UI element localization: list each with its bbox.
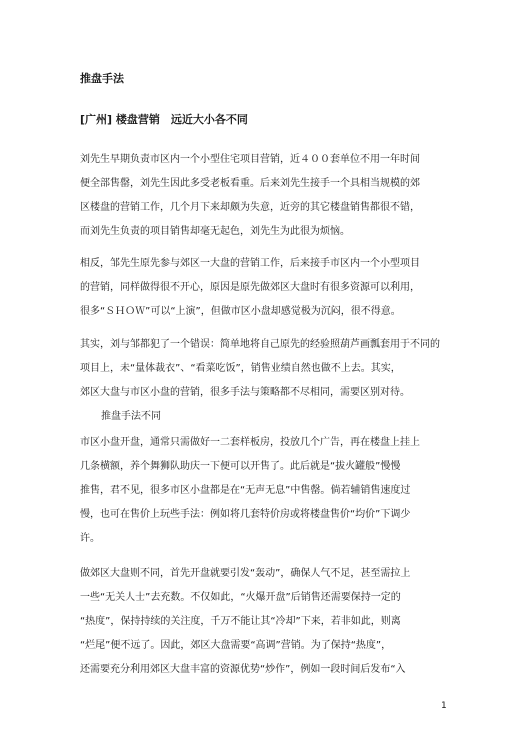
text-line: 几条横额，养个舞狮队助庆一下便可以开售了。此后就是“拔火罐般”慢慢 xyxy=(80,461,401,472)
text-line: 市区小盘开盘，通常只需做好一二套样板房，投放几个广告，再在楼盘上挂上 xyxy=(80,437,420,448)
page-number: 1 xyxy=(441,701,447,711)
text-line: 便全部售罄，刘先生因此多受老板看重。后来刘先生接手一个具相当规模的郊 xyxy=(80,178,420,189)
text-line: 很多“ＳＨＯＷ”可以“上演”，但做市区小盘却感觉极为沉闷，很不得意。 xyxy=(80,306,401,317)
text-line: 推售，君不见，很多市区小盘都是在“无声无息”中售罄。倘若辅销售速度过 xyxy=(80,485,411,496)
text-line: “热度”，保持持续的关注度，千万不能让其“冷却”下来，若非如此，则离 xyxy=(80,616,401,627)
text-line: 一些“无关人士”去充数。不仅如此，“火爆开盘”后销售还需要保持一定的 xyxy=(80,592,401,603)
text-line: 郊区大盘与市区小盘的营销，很多手法与策略都不尽相同，需要区别对待。 xyxy=(80,387,410,398)
text-line: 许。 xyxy=(80,533,100,544)
paragraph-5 xyxy=(80,562,448,682)
section-heading: 推盘手法不同 xyxy=(101,411,161,422)
text-line: 区楼盘的营销工作，几个月下来却颇为失意，近旁的其它楼盘销售都很不错， xyxy=(80,202,420,213)
text-line: 还需要充分利用郊区大盘丰富的资源优势“炒作”，例如一段时间后发布“入 xyxy=(80,664,406,675)
text-line: 项目上，未“量体裁衣”、“看菜吃饭”，销售业绩自然也做不上去。其实， xyxy=(80,363,401,374)
text-line: 刘先生早期负责市区内一个小型住宅项目营销，近４００套单位不用一年时间 xyxy=(80,154,420,165)
text-line: 而刘先生负责的项目销售却毫无起色，刘先生为此很为烦恼。 xyxy=(80,226,350,237)
text-line: 慢，也可在售价上玩些手法：例如将几套特价房或将楼盘售价“均价”下调少 xyxy=(80,509,411,520)
text-line: “烂尾”便不远了。因此，郊区大盘需要“高调”营销。为了保持“热度”， xyxy=(80,640,392,651)
paragraph-3 xyxy=(80,333,448,429)
text-line: 做郊区大盘则不同，首先开盘就要引发“轰动”，确保人气不足，甚至需拉上 xyxy=(80,568,411,579)
text-line: 相反，邹先生原先参与郊区一大盘的营销工作，后来接手市区内一个小型项目 xyxy=(80,258,420,269)
paragraph-1 xyxy=(80,148,448,244)
document-title: 推盘手法 xyxy=(80,72,124,85)
text-line: 其实，刘与邹都犯了一个错误：简单地将自己原先的经验照葫芦画瓢套用于不同的 xyxy=(80,339,440,350)
text-line: 的营销，同样做得很不开心，原因是原先做郊区大盘时有很多资源可以利用， xyxy=(80,282,420,293)
document-subtitle: [广州] 楼盘营销 远近大小各不同 xyxy=(80,113,248,126)
paragraph-4 xyxy=(80,431,448,551)
paragraph-2 xyxy=(80,252,448,324)
